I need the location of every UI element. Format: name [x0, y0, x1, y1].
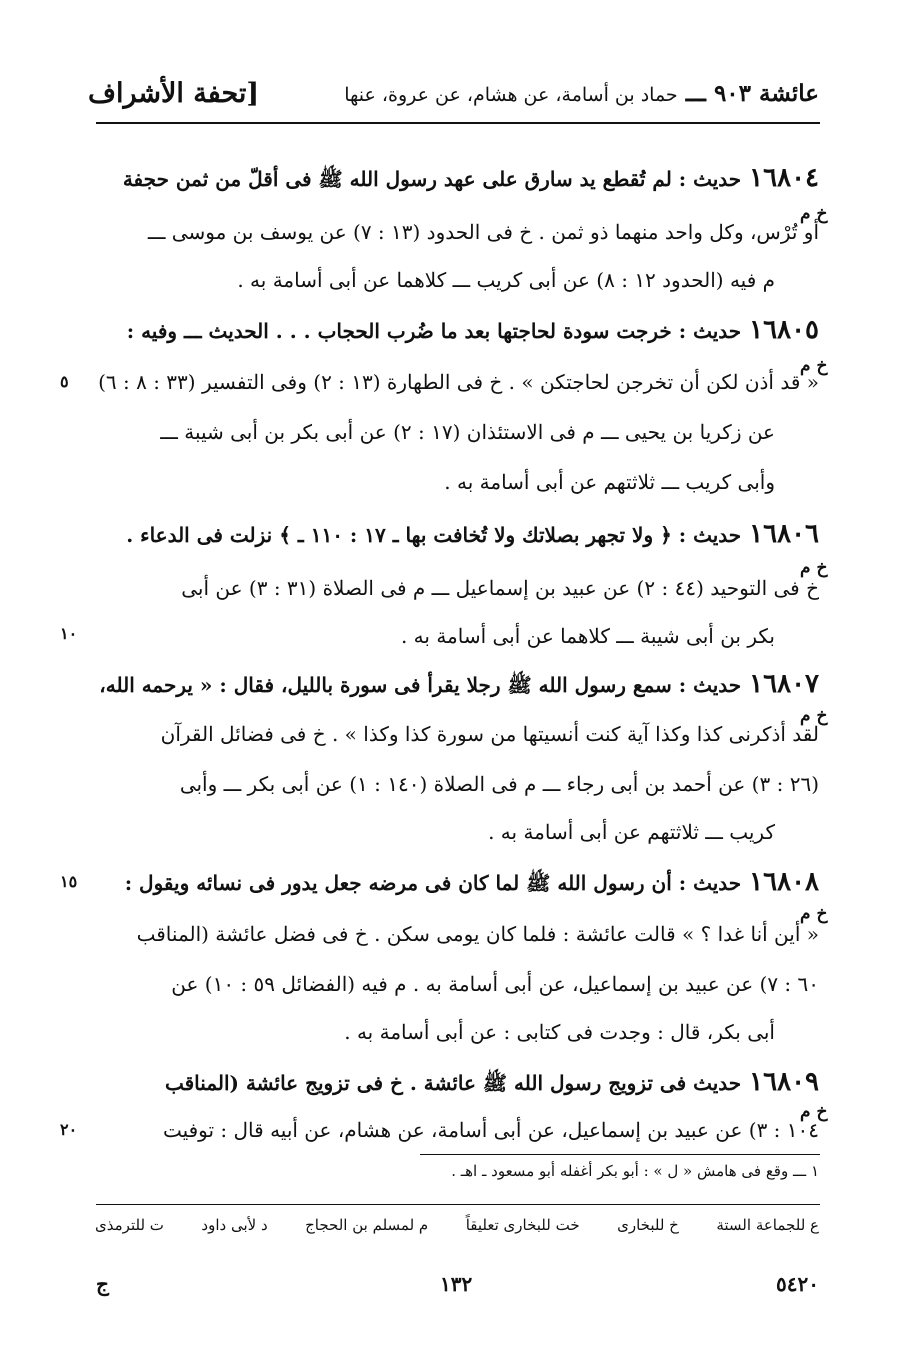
abbreviations-rule: [96, 1204, 820, 1205]
footnote-rule: [420, 1154, 820, 1155]
abbr-item: م لمسلم بن الحجاج: [305, 1216, 429, 1234]
hadith-number: ١٦٨٠٧: [749, 669, 819, 699]
abbr-item: د لأبى داود: [201, 1216, 268, 1234]
hadith-16808-line-4: أبى بكر، قال : وجدت فى كتابى : عن أبى أسامة به .: [344, 1020, 775, 1044]
abbr-item: ع للجماعة الستة: [716, 1216, 819, 1234]
hadith-16807-line-1: ١٦٨٠٧حديث : سمع رسول الله ﷺ رجلا يقرأ فى سورة بالليل، فقال : « يرحمه الله،: [99, 669, 819, 699]
hadith-16808-line-3: ٦٠ : ٧) عن عبيد بن إسماعيل، عن أبى أسامة به . م فيه (الفضائل ٥٩ : ١٠) عن: [171, 972, 819, 996]
hadith-16805-line-1: ١٦٨٠٥حديث : خرجت سودة لحاجتها بعد ما ضُرب الحجاب . . . الحديث ـــ وفيه :: [126, 315, 819, 345]
hadith-16808-sigla: خ م: [800, 904, 828, 924]
hadith-number: ١٦٨٠٤: [749, 163, 819, 193]
footnote: ١ ـــ وقع فى هامش « ل » : أبو بكر أغفله أبو مسعود ـ اهـ .: [451, 1162, 819, 1180]
hadith-16809-sigla: خ م: [800, 1102, 828, 1122]
running-header-right: [344, 80, 819, 107]
hadith-16807-line-4: كريب ـــ ثلاثتهم عن أبى أسامة به .: [488, 820, 775, 844]
hadith-16805-line-3: عن زكريا بن يحيى ـــ م فى الاستئذان (١٧ : ٢) عن أبى بكر بن أبى شيبة ـــ: [160, 420, 775, 444]
hadith-16805-sigla: خ م: [800, 356, 828, 376]
hadith-number: ١٦٨٠٥: [749, 315, 819, 345]
hadith-16808-line-1: ١٦٨٠٨حديث : أن رسول الله ﷺ لما كان فى مرضه جعل يدور فى نسائه ويقول :: [124, 867, 819, 897]
signature-mark: ج: [96, 1272, 109, 1296]
hadith-16809-line-1: ١٦٨٠٩حديث فى تزويج رسول الله ﷺ عائشة . خ فى تزويج عائشة (المناقب: [164, 1067, 819, 1097]
hadith-16806-line-1: ١٦٨٠٦حديث : ﴿ ولا تجهر بصلاتك ولا تُخافت بها ـ ١٧ : ١١٠ ـ ﴾ نزلت فى الدعاء .: [126, 519, 819, 549]
running-header-left: [تحفة الأشراف: [88, 78, 260, 109]
line-number-margin: ٢٠: [60, 1120, 78, 1139]
hadith-16805-line-2: « قد أذن لكن أن تخرجن لحاجتكن » . خ فى الطهارة (١٣ : ٢) وفى التفسير (٣٣ : ٨ : ٦): [98, 370, 819, 394]
volume-sequence-number: ٥٤٢٠: [776, 1272, 819, 1296]
hadith-number: ١٦٨٠٨: [749, 867, 819, 897]
hadith-16807-line-2: لقد أذكرنى كذا وكذا آية كنت أنسيتها من سورة كذا وكذا » . خ فى فضائل القرآن: [160, 722, 819, 746]
hadith-16804-line-1: ١٦٨٠٤حديث : لم تُقطع يد سارق على عهد رسول الله ﷺ فى أقلّ من ثمن حجفة: [122, 163, 819, 193]
header-chain: حماد بن أسامة، عن هشام، عن عروة، عنها: [344, 84, 678, 106]
line-number-margin: ٥: [60, 372, 69, 391]
abbr-item: خ للبخارى: [617, 1216, 679, 1234]
hadith-16804-line-2: أو تُرْس، وكل واحد منهما ذو ثمن . خ فى الحدود (١٣ : ٧) عن يوسف بن موسى ـــ: [147, 220, 819, 244]
hadith-16808-line-2: « أين أنا غدا ؟ » قالت عائشة : فلما كان يومى سكن . خ فى فضل عائشة (المناقب: [136, 922, 819, 946]
abbr-item: ت للترمذى: [95, 1216, 164, 1234]
header-rule: [96, 122, 820, 124]
hadith-16807-sigla: خ م: [800, 706, 828, 726]
line-number-margin: ١٠: [60, 624, 78, 643]
hadith-16806-line-3: بكر بن أبى شيبة ـــ كلاهما عن أبى أسامة به .: [400, 624, 775, 648]
line-number-margin: ١٥: [60, 872, 78, 891]
hadith-16804-line-3: م فيه (الحدود ١٢ : ٨) عن أبى كريب ـــ كلاهما عن أبى أسامة به .: [237, 268, 775, 292]
hadith-16806-line-2: خ فى التوحيد (٤٤ : ٢) عن عبيد بن إسماعيل ـــ م فى الصلاة (٣١ : ٣) عن أبى: [181, 576, 819, 600]
hadith-number: ١٦٨٠٦: [749, 519, 819, 549]
hadith-16805-line-4: وأبى كريب ـــ ثلاثتهم عن أبى أسامة به .: [444, 470, 775, 494]
abbr-item: خت للبخارى تعليقاً: [465, 1216, 580, 1234]
abbreviations-key: [95, 1216, 819, 1234]
hadith-16804-sigla: خ م: [800, 204, 828, 224]
hadith-16806-sigla: خ م: [800, 558, 828, 578]
hadith-number: ١٦٨٠٩: [749, 1067, 819, 1097]
hadith-16807-line-3: (٢٦ : ٣) عن أحمد بن أبى رجاء ـــ م فى الصلاة (١٤٠ : ١) عن أبى بكر ـــ وأبى: [179, 772, 819, 796]
page-number: ١٣٢: [440, 1272, 473, 1296]
hadith-16809-line-2: ١٠٤ : ٣) عن عبيد بن إسماعيل، عن أبى أسامة، عن هشام، عن أبيه قال : توفيت: [162, 1118, 819, 1142]
header-volume-title: عائشة ٩٠٣ ـــ: [685, 80, 819, 107]
